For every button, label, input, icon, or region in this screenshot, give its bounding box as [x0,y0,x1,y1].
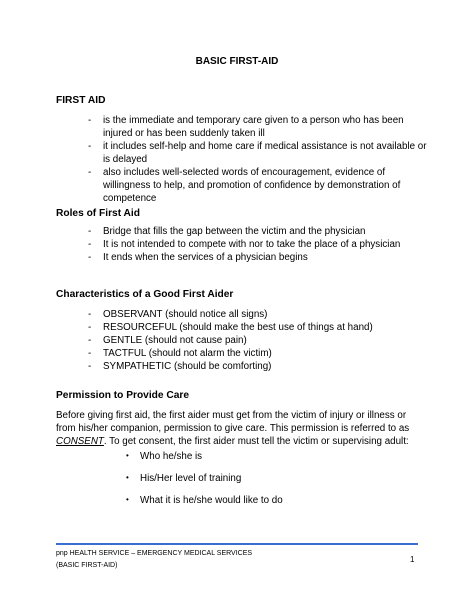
list-item: • Who he/she is [126,451,203,462]
list-item: - is the immediate and temporary care given to a person who has been injured or has been suddenly taken ill [88,115,404,139]
dash-marker: - [88,309,92,320]
list-item: - OBSERVANT (should notice all signs) [88,309,268,320]
dash-marker: - [88,361,92,372]
bullet-marker: • [126,473,129,482]
list-item: - RESOURCEFUL (should make the best use of things at hand) [88,322,373,333]
consent-term: CONSENT [56,436,104,447]
list-item: - It ends when the services of a physician begins [88,252,308,263]
list-item: - Bridge that fills the gap between the victim and the physician [88,226,366,237]
footer-divider [56,543,418,545]
list-item: • What it is he/she would like to do [126,495,283,506]
bullet-marker: • [126,451,129,460]
list-item: - It is not intended to compete with nor to take the place of a physician [88,239,401,250]
bullet-marker: • [126,495,129,504]
list-item: - SYMPATHETIC (should be comforting) [88,361,272,372]
dash-marker: - [88,141,92,152]
dash-marker: - [88,226,92,237]
roles-list [88,225,428,264]
list-item: - it includes self-help and home care if medical assistance is not available or is delayed [88,141,427,165]
section-heading-permission: Permission to Provide Care [56,390,190,401]
section-heading-characteristics: Characteristics of a Good First Aider [56,289,234,300]
dash-marker: - [88,322,92,333]
footer-line-1: pnp HEALTH SERVICE – EMERGENCY MEDICAL SERVICES [56,550,253,557]
dash-marker: - [88,348,92,359]
list-item: - GENTLE (should not cause pain) [88,335,247,346]
dash-marker: - [88,252,92,263]
page-number: 1 [410,555,415,564]
list-item: - also includes well-selected words of encouragement, evidence of willingness to help, and promotion of confidence by demonstration of competence [88,167,401,204]
first-aid-list [88,114,428,205]
dash-marker: - [88,115,92,126]
section-heading-roles: Roles of First Aid [56,208,140,219]
consent-bullet-list [126,451,283,517]
characteristics-list [88,308,428,373]
dash-marker: - [88,167,92,178]
section-heading-first-aid: FIRST AID [56,95,106,106]
document-title: BASIC FIRST-AID [195,56,279,67]
dash-marker: - [88,239,92,250]
permission-paragraph: Before giving first aid, the first aider must get from the victim of injury or illness or from his/her companion, permission to give care. This permission is referred to as CONSENT. To get consent, the first aider must tell the victim or supervising adult: [56,410,410,447]
list-item: - TACTFUL (should not alarm the victim) [88,348,272,359]
footer-line-2: (BASIC FIRST-AID) [56,562,118,569]
list-item: • His/Her level of training [126,473,242,484]
dash-marker: - [88,335,92,346]
